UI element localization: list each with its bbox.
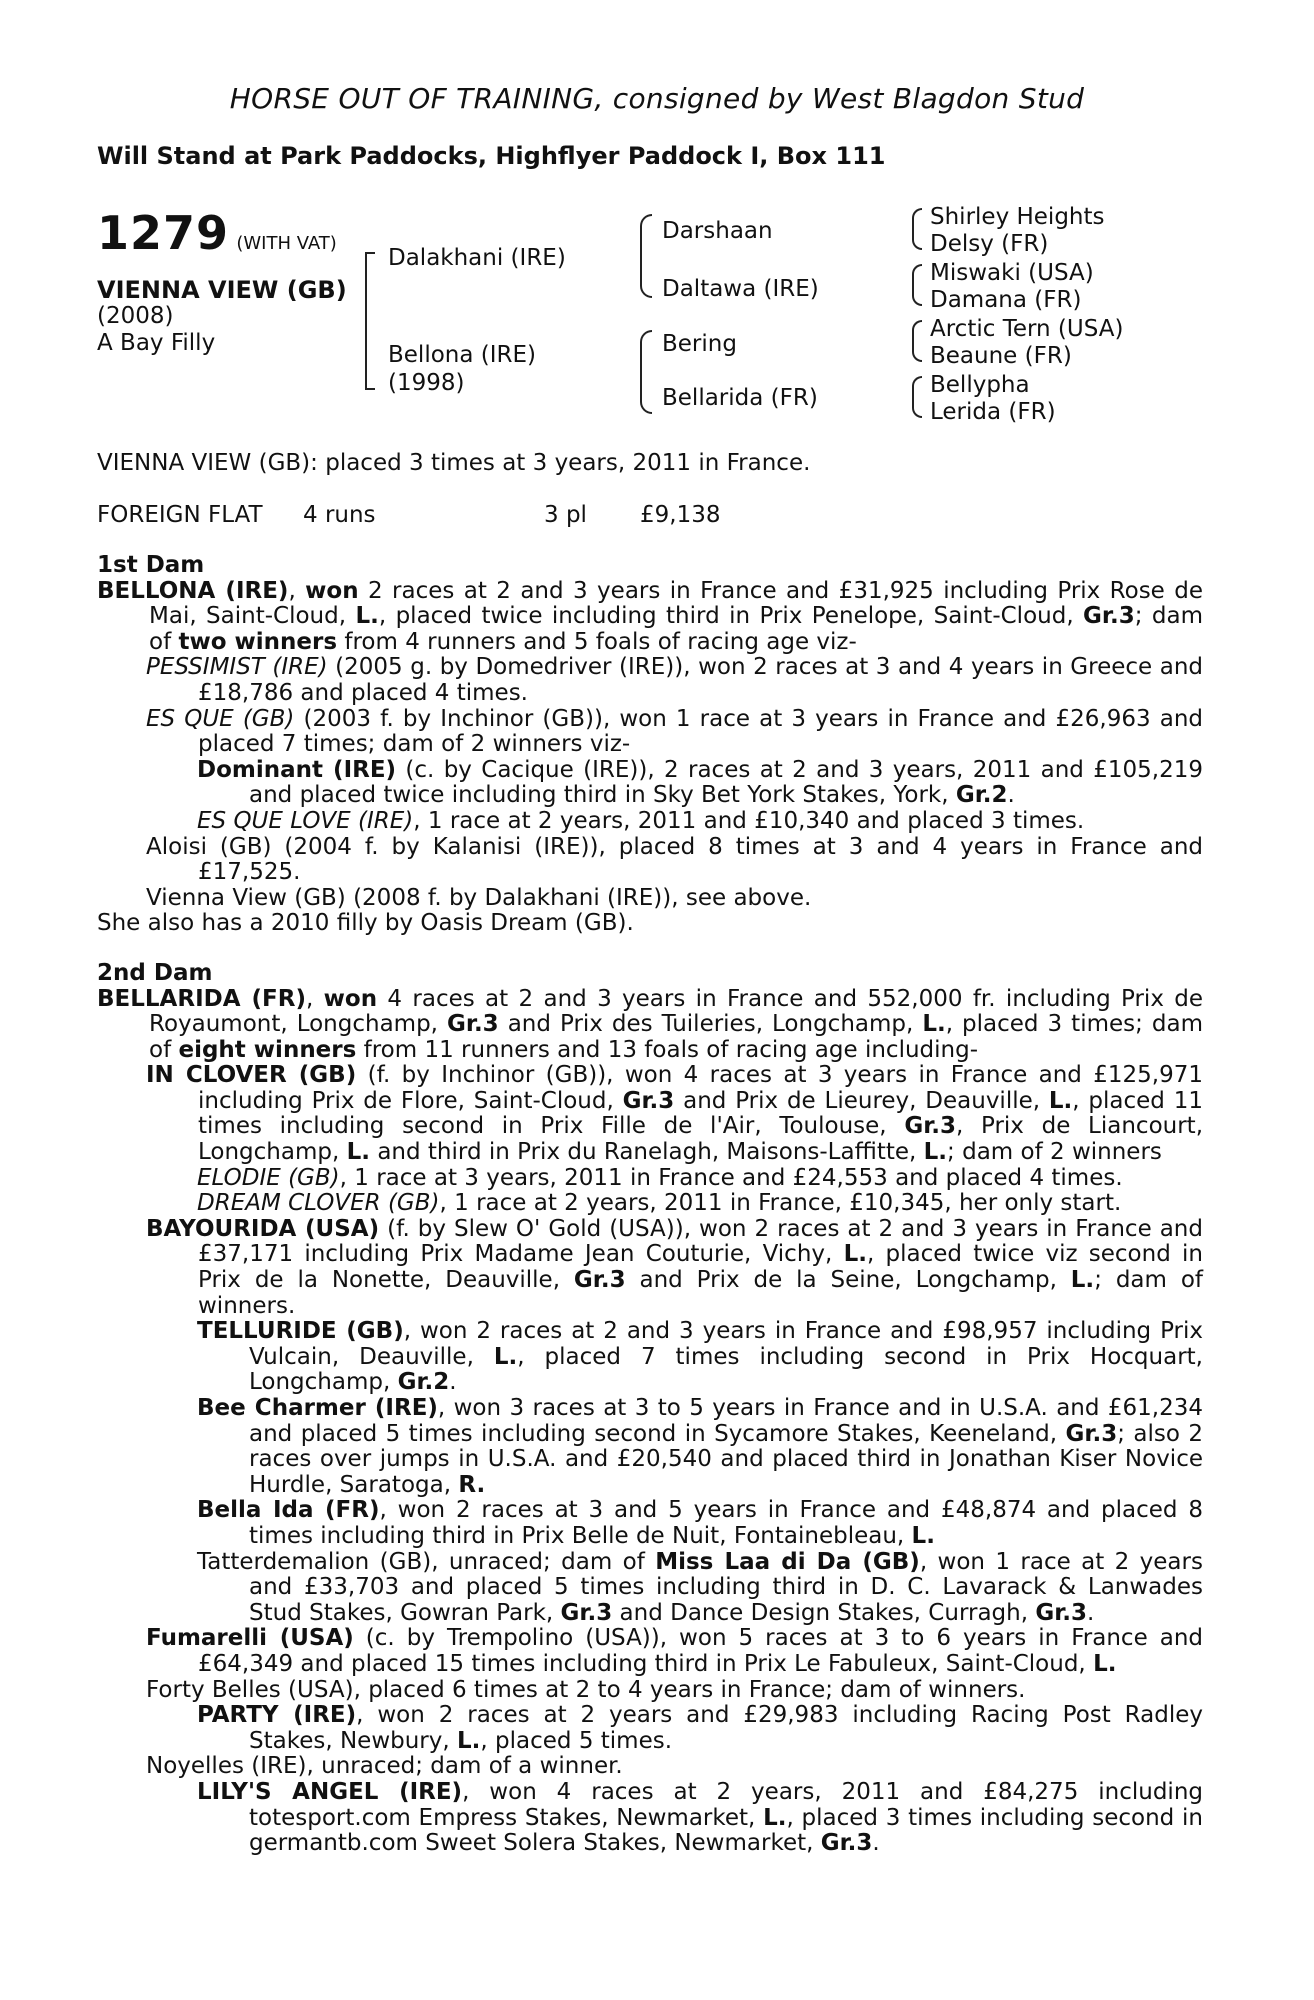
winners-count: two winners — [178, 628, 338, 655]
produce-aloisi: Aloisi (GB) (2004 f. by Kalanisi (IRE)), placed 8 times at 3 and 4 years in France and £17,525. — [146, 833, 1203, 886]
section-gap — [97, 937, 1203, 961]
produce-record — [97, 553, 1203, 1857]
pedigree-brace-g4 — [912, 376, 922, 418]
pedigree-g3-7: Bellypha — [930, 372, 1030, 398]
pedigree-dam-sire: Bering — [662, 331, 737, 357]
produce-es-que — [97, 707, 1203, 758]
pedigree-brace-g1 — [912, 208, 922, 250]
group-mark: Gr.2 — [397, 1369, 450, 1396]
horse-name: Miss Laa di Da (GB) — [655, 1548, 920, 1575]
produce-es-que-love — [97, 809, 1203, 835]
text: , 1 race at 2 years, 2011 in France, £10,345, her only start. — [439, 1190, 1122, 1217]
horse-name: IN CLOVER (GB) — [146, 1062, 357, 1089]
pedigree-g3-5: Arctic Tern (USA) — [930, 316, 1124, 342]
produce-bee-charmer — [97, 1396, 1203, 1498]
text: . — [872, 1830, 880, 1857]
text: 2 races at 2 and 3 years in France and £31,925 including Prix Rose de Mai, Saint-Cloud, — [149, 577, 1203, 630]
horse-name: PARTY (IRE) — [197, 1702, 357, 1729]
produce-2010-filly: She also has a 2010 filly by Oasis Dream (GB). — [97, 910, 634, 937]
horse-name: ELODIE (GB) — [197, 1164, 340, 1191]
pedigree-brace-dam — [640, 330, 652, 414]
group-mark: Gr.3 — [1035, 1599, 1088, 1626]
text: , won 1 race at 2 years and £33,703 and placed 5 times including third in D. C. Lavarack & Lanwades Stud Stakes, Gowran Park, — [249, 1548, 1203, 1626]
record-placed: 3 pl — [544, 502, 587, 528]
text: , won 2 races at 2 years and £29,983 including Racing Post Radley Stakes, Newbury, — [249, 1702, 1203, 1754]
horse-name: TELLURIDE (GB) — [197, 1318, 404, 1345]
first-dam-name: BELLONA (IRE) — [97, 577, 289, 604]
vat-note: (WITH VAT) — [236, 233, 337, 254]
text: , Prix de Liancourt, Longchamp, — [198, 1113, 1204, 1166]
horse-year: (2008) — [97, 303, 174, 329]
winners-count: eight winners — [178, 1036, 357, 1063]
text: and third in Prix du Ranelagh, Maisons-Laffitte, — [370, 1139, 924, 1166]
pedigree-dam-year: (1998) — [388, 370, 465, 396]
group-mark: Gr.2 — [955, 782, 1008, 809]
horse-name: PESSIMIST (IRE) — [146, 654, 328, 681]
text: (f. by Inchinor (GB)), won 4 races at 3 years in France and £125,971 including Prix de Flore, Saint-Cloud, — [198, 1062, 1203, 1114]
pedigree-dam: Bellona (IRE) — [388, 342, 537, 368]
produce-telluride — [97, 1319, 1203, 1396]
second-dam-entry: BELLARIDA (FR), won 4 races at 2 and 3 years in France and 552,000 fr. including Prix de Royaumont, Longchamp, Gr.3 and Prix des Tuileries, Longchamp, L., placed 3 times; dam of eight winners from 11 runners and 13 foals of racing age including- — [97, 985, 1204, 1063]
text: from 11 runners and 13 foals of racing age including- — [356, 1036, 979, 1063]
horse-name: BAYOURIDA (USA) — [146, 1215, 380, 1242]
group-mark: Gr.3 — [1083, 603, 1135, 630]
produce-dream-clover — [97, 1191, 1203, 1217]
consignment-header: HORSE OUT OF TRAINING, consigned by West Blagdon Stud — [229, 82, 1085, 115]
record-runs: 4 runs — [303, 502, 376, 528]
pedigree-g3-3: Miswaki (USA) — [930, 260, 1094, 286]
listed-mark: L. — [493, 1343, 518, 1370]
listed-mark: L. — [923, 1139, 948, 1166]
horse-description: A Bay Filly — [97, 330, 216, 356]
text: ; dam of 2 winners — [947, 1139, 1162, 1166]
text: (2005 g. by Domedriver (IRE)), won 2 races at 3 and 4 years in Greece and £18,786 and placed 4 times. — [198, 654, 1203, 706]
horse-name: VIENNA VIEW (GB) — [97, 276, 347, 304]
horse-name: Bee Charmer (IRE) — [197, 1395, 438, 1421]
group-mark: Gr.3 — [820, 1830, 873, 1857]
text: (2003 f. by Inchinor (GB)), won 1 race at 3 years in France and £26,963 and placed 7 times; dam of 2 winners viz- — [198, 705, 1204, 758]
record-label: FOREIGN FLAT — [97, 502, 263, 528]
text: (f. by Slew O' Gold (USA)), won 2 races at 2 and 3 years in France and £37,171 including Prix Madame Jean Couturie, Vichy, — [198, 1215, 1203, 1268]
text: , placed twice including third in Prix Penelope, Saint-Cloud, — [378, 603, 1084, 630]
text: ; also 2 races over jumps in U.S.A. and £20,540 and placed third in Jonathan Kiser Novice Hurdle, Saratoga, — [249, 1420, 1203, 1498]
horse-name: Fumarelli (USA) — [146, 1625, 354, 1652]
first-dam-heading: 1st Dam — [97, 552, 205, 578]
won-word: won — [323, 985, 378, 1012]
horse-name: DREAM CLOVER (GB) — [197, 1190, 440, 1217]
listed-mark: L. — [346, 1139, 371, 1166]
pedigree-sire: Dalakhani (IRE) — [388, 245, 566, 271]
stand-location: Will Stand at Park Paddocks, Highflyer Paddock I, Box 111 — [97, 142, 886, 170]
text: and Dance Design Stakes, Curragh, — [612, 1599, 1036, 1626]
produce-forty-belles: Forty Belles (USA), placed 6 times at 2 to 4 years in France; dam of winners. — [146, 1676, 1026, 1703]
pedigree-g3-1: Shirley Heights — [930, 204, 1105, 230]
listed-mark: L. — [763, 1804, 787, 1831]
pedigree-brace-g3 — [912, 320, 922, 362]
produce-in-clover — [97, 1063, 1203, 1165]
race-mark: R. — [458, 1471, 486, 1498]
listed-mark: L. — [1070, 1267, 1095, 1294]
text: . — [449, 1369, 457, 1396]
horse-name: Bella Ida (FR) — [197, 1497, 380, 1524]
pedigree-g3-2: Delsy (FR) — [930, 231, 1049, 257]
text: and Prix des Tuileries, Longchamp, — [498, 1011, 923, 1038]
text: , won 3 races at 3 to 5 years in France and in U.S.A. and £61,234 and placed 5 times including second in Sycamore Stakes, Keeneland, — [249, 1395, 1203, 1447]
text: , 1 race at 2 years, 2011 and £10,340 and placed 3 times. — [413, 807, 1085, 834]
group-mark: Gr.3 — [573, 1267, 626, 1294]
pedigree-brace-g2 — [912, 264, 922, 306]
first-dam-entry: BELLONA (IRE), won 2 races at 2 and 3 years in France and £31,925 including Prix Rose de Mai, Saint-Cloud, L., placed twice including third in Prix Penelope, Saint-Cloud, Gr.3; dam of two winners from 4 runners and 5 foals of racing age viz- — [97, 577, 1203, 655]
text: (c. by Trempolino (USA)), won 5 races at 3 to 6 years in France and £64,349 and placed 15 times including third in Prix Le Fabuleux, Saint-Cloud, — [198, 1625, 1204, 1677]
race-summary: VIENNA VIEW (GB): placed 3 times at 3 years, 2011 in France. — [97, 450, 811, 476]
listed-mark: L. — [922, 1011, 946, 1038]
produce-pessimist — [97, 655, 1203, 706]
listed-mark: L. — [457, 1727, 481, 1754]
text: ; dam of — [149, 603, 1203, 655]
second-dam-heading: 2nd Dam — [97, 959, 213, 986]
produce-tatterdemalion — [97, 1550, 1203, 1627]
pedigree-brace-sire — [640, 214, 652, 298]
lot-number: 1279 — [97, 206, 230, 260]
text: , placed twice viz second in Prix de la Nonette, Deauville, — [198, 1241, 1203, 1294]
pedigree-dam-dam: Bellarida (FR) — [662, 385, 818, 411]
text: . — [1007, 782, 1015, 809]
horse-name: LILY'S ANGEL (IRE) — [197, 1778, 463, 1805]
text: , placed 11 times including second in Prix Fille de l'Air, Toulouse, — [198, 1087, 1203, 1140]
group-mark: Gr.3 — [447, 1011, 499, 1038]
listed-mark: L. — [911, 1522, 935, 1549]
group-mark: Gr.3 — [904, 1113, 956, 1140]
produce-noyelles: Noyelles (IRE), unraced; dam of a winner. — [146, 1753, 623, 1780]
text: . — [1087, 1599, 1095, 1626]
horse-name: Dominant (IRE) — [197, 756, 397, 783]
text: , won 2 races at 3 and 5 years in France and £48,874 and placed 8 times including third in Prix Belle de Nuit, Fontainebleau, — [249, 1497, 1203, 1549]
text: ; dam of winners. — [198, 1267, 1203, 1319]
text: , 1 race at 3 years, 2011 in France and £24,553 and placed 4 times. — [339, 1164, 1123, 1191]
text: 4 races at 2 and 3 years in France and 552,000 fr. including Prix de Royaumont, Longchamp, — [149, 985, 1204, 1038]
text: , placed 7 times including second in Prix Hocquart, Longchamp, — [249, 1343, 1203, 1396]
pedigree-g3-4: Damana (FR) — [930, 287, 1082, 313]
listed-mark: L. — [1048, 1087, 1073, 1114]
produce-vienna-view: Vienna View (GB) (2008 f. by Dalakhani (IRE)), see above. — [146, 884, 812, 911]
text: , placed 5 times. — [480, 1727, 673, 1754]
second-dam-name: BELLARIDA (FR) — [97, 985, 306, 1012]
pedigree-sire-sire: Darshaan — [662, 218, 773, 244]
won-word: won — [305, 577, 359, 604]
text: , won 4 races at 2 years, 2011 and £84,275 including totesport.com Empress Stakes, Newmarket, — [249, 1778, 1203, 1831]
listed-mark: L. — [1093, 1650, 1117, 1677]
text: (c. by Cacique (IRE)), 2 races at 2 and 3 years, 2011 and £105,219 and placed twice including third in Sky Bet York Stakes, York, — [249, 756, 1203, 809]
horse-name: ES QUE (GB) — [146, 705, 295, 732]
pedigree-sire-dam: Daltawa (IRE) — [662, 276, 819, 302]
record-earnings: £9,138 — [640, 502, 721, 528]
text: Tatterdemalion (GB), unraced; dam of — [197, 1548, 656, 1575]
lot-number-line — [97, 206, 337, 260]
group-mark: Gr.3 — [560, 1599, 613, 1626]
text: , won 2 races at 2 and 3 years in France and £98,957 including Prix Vulcain, Deauville, — [249, 1318, 1203, 1370]
listed-mark: L. — [843, 1241, 867, 1268]
produce-bella-ida — [97, 1498, 1203, 1549]
text: , placed 3 times including second in germantb.com Sweet Solera Stakes, Newmarket, — [249, 1804, 1203, 1857]
text: and Prix de Lieurey, Deauville, — [674, 1087, 1049, 1114]
horse-name: ES QUE LOVE (IRE) — [197, 807, 414, 834]
text: from 4 runners and 5 foals of racing age viz- — [337, 628, 857, 655]
group-mark: Gr.3 — [1065, 1420, 1118, 1447]
listed-mark: L. — [355, 603, 379, 630]
produce-fumarelli — [97, 1626, 1203, 1677]
text: , placed 3 times; dam of — [149, 1011, 1203, 1063]
produce-lilys-angel — [97, 1780, 1203, 1857]
text: and Prix de la Seine, Longchamp, — [625, 1267, 1071, 1294]
produce-bayourida — [97, 1217, 1203, 1319]
produce-elodie — [97, 1166, 1203, 1192]
pedigree-brace-main — [365, 252, 375, 390]
pedigree-g3-6: Beaune (FR) — [930, 343, 1072, 369]
produce-party — [97, 1703, 1203, 1754]
produce-dominant — [97, 758, 1203, 809]
pedigree-g3-8: Lerida (FR) — [930, 399, 1056, 425]
group-mark: Gr.3 — [622, 1087, 675, 1114]
